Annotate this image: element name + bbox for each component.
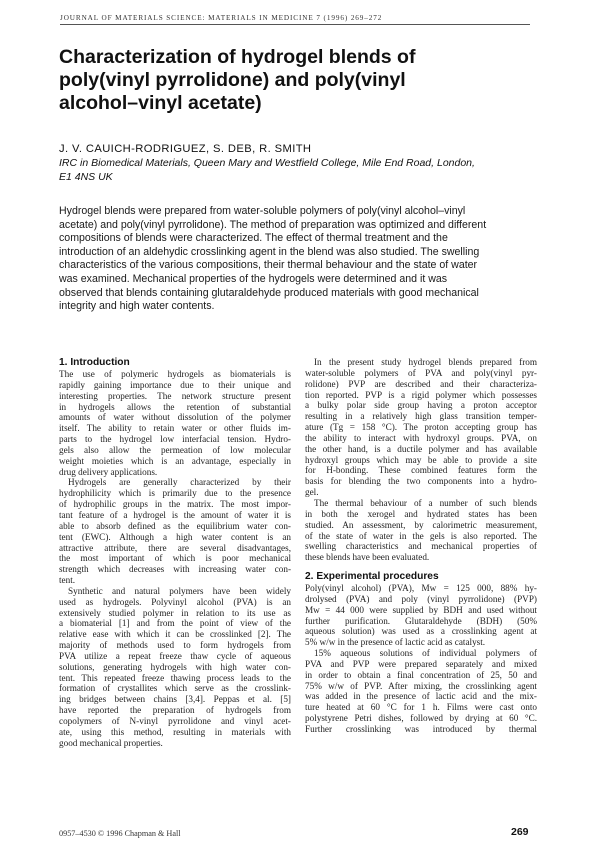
author-list: J. V. CAUICH-RODRIGUEZ, S. DEB, R. SMITH	[59, 143, 312, 155]
text-line: drolysed (PVA) and poly (vinyl pyrrolidone) (PVP)	[305, 593, 537, 604]
intro-paragraph-3	[59, 586, 291, 749]
intro-paragraph-5	[305, 498, 537, 563]
text-line: resulting in a relatively high glass transition temper-	[305, 411, 537, 422]
text-line: weight moieties which is an advantage, especially in	[59, 455, 291, 466]
text-line: In the present study hydrogel blends prepared from	[314, 357, 537, 367]
text-line: good mechanical properties.	[59, 737, 163, 748]
text-line: in order to obtain a final concentration of 25, 50 and	[305, 669, 537, 680]
text-line: tent. This repeated freeze thawing process leads to the	[59, 672, 291, 683]
text-line: polystyrene Petri dishes, followed by drying at 60 °C.	[305, 713, 537, 724]
text-line: Mw = 44 000 were supplied by BDH and used without	[305, 604, 537, 615]
text-line: rolidone) PVP are described and their characteriza-	[305, 378, 537, 389]
text-line: Further crosslinking was introduced by thermal	[305, 724, 537, 734]
text-line: studied. An assessment, by calorimetric measurement,	[305, 519, 537, 530]
text-line: tent (EWC). Although a high water content is an	[59, 531, 291, 542]
text-line: a biomaterial [1] and from the point of view of the	[59, 618, 291, 629]
abstract-line: observed that blends containing glutaraldehyde produced materials with good mechanical	[59, 286, 479, 299]
text-line: swelling characteristics and mechanical properties of	[305, 541, 537, 552]
text-line: have reported the preparation of hydrogels from	[59, 705, 291, 716]
text-line: Synthetic and natural polymers have been widely	[68, 585, 291, 596]
section-heading-experimental: 2. Experimental procedures	[305, 571, 439, 583]
section-heading-introduction: 1. Introduction	[59, 357, 130, 368]
title-line: alcohol–vinyl acetate)	[59, 92, 262, 114]
text-line: hydroxyl groups which may be able to provide a site	[305, 454, 537, 465]
text-line: Poly(vinyl alcohol) (PVA), Mw = 125 000, 88% hy-	[305, 583, 537, 594]
journal-running-header: JOURNAL OF MATERIALS SCIENCE: MATERIALS IN MEDICINE 7 (1996) 269–272	[60, 14, 383, 22]
text-line: basis for blending the two components into a hydro-	[305, 476, 537, 487]
affiliation-line: IRC in Biomedical Materials, Queen Mary and Westfield College, Mile End Road, London,	[59, 157, 475, 169]
abstract	[59, 205, 535, 314]
text-line: itself. The ability to retain water or other fluids im-	[59, 423, 291, 434]
text-line: PVA utilize a repeat freeze thaw cycle of aqueous	[59, 650, 291, 661]
abstract-line: acetate) and poly(vinyl pyrrolidone). The method of preparation was optimized and different	[59, 218, 487, 231]
text-line: in hydrogels allows the retention of substantial	[59, 401, 291, 412]
author-affiliation	[59, 157, 529, 184]
text-line: the other hand, is a ductile polymer and has available	[305, 443, 537, 454]
copyright-footer: 0957–4530 © 1996 Chapman & Hall	[59, 829, 181, 838]
page-number: 269	[511, 826, 529, 838]
text-line: aqueous solution) was used as a crosslinking agent at	[305, 626, 537, 637]
text-line: gels also allow the permeation of low molecular	[59, 444, 291, 455]
text-line: the most important of which is poor mechanical	[59, 553, 291, 564]
text-line: rapidly gaining importance due to their unique and	[59, 379, 291, 390]
text-line: was added in the presence of lactic acid and the mix-	[305, 691, 537, 702]
text-line: ate, using this method, resulting in materials with	[59, 726, 291, 737]
text-line: parts to the hydrogel low interfacial tension. Hydro-	[59, 434, 291, 445]
experimental-paragraph-1	[305, 583, 537, 648]
article-title	[59, 46, 519, 115]
text-line: extensively studied polymer in relation to its use as	[59, 607, 291, 618]
left-column	[59, 357, 291, 749]
text-line: further purification. Glutaraldehyde (BDH) (50%	[305, 615, 537, 626]
text-line: The thermal behaviour of a number of such blends	[314, 497, 537, 508]
text-line: a bulky polar side group having a proton acceptor	[305, 400, 537, 411]
text-line: 5% w/w in the presence of lactic acid as catalyst.	[305, 637, 486, 648]
abstract-line: compositions of blends were characterized. The effect of thermal treatment and the	[59, 232, 448, 245]
title-line: poly(vinyl pyrrolidone) and poly(vinyl	[59, 69, 406, 91]
text-line: gel.	[305, 487, 319, 498]
text-line: of the state of water in the gels is also reported. The	[305, 530, 537, 541]
section-gap	[305, 563, 537, 571]
affiliation-line: E1 4NS UK	[59, 170, 113, 183]
text-line: drug delivery applications.	[59, 466, 158, 477]
text-line: 75% w/w of PVP. After mixing, the crosslinking agent	[305, 680, 537, 691]
abstract-line: characteristics of the various compositions, their thermal behaviour and the state of water	[59, 259, 478, 272]
title-line: Characterization of hydrogel blends of	[59, 46, 416, 68]
intro-paragraph-1	[59, 369, 291, 477]
text-line: hydrophilicity which is primarily due to the presence	[59, 488, 291, 499]
text-line: used as hydrogels. Polyvinyl alcohol (PVA) is an	[59, 596, 291, 607]
abstract-line: was examined. Mechanical properties of the hydrogels were determined and it was	[59, 272, 448, 285]
text-line: Hydrogels are generally characterized by their	[68, 477, 291, 488]
text-line: ture heated at 60 °C for 1 h. Films were cast onto	[305, 702, 537, 713]
text-line: relative ease with which it can be crosslinked [2]. The	[59, 629, 291, 640]
text-line: water-soluble polymers of PVA and poly(vinyl pyr-	[305, 367, 537, 378]
abstract-line: integrity and high water contents.	[59, 300, 215, 313]
abstract-line: introduction of an aldehydic crosslinking agent in the blend was also studied. The swelling	[59, 245, 480, 258]
intro-paragraph-2	[59, 477, 291, 585]
text-line: 15% aqueous solutions of individual polymers of	[314, 648, 537, 659]
text-line: of hydrophilic groups in the matrix. The most impor-	[59, 499, 291, 510]
text-line: PVA and PVP were prepared separately and mixed	[305, 658, 537, 669]
text-line: ing bridges between chains [3,4]. Peppas et al. [5]	[59, 694, 291, 705]
text-line: formation of crystallites which serve as the crosslink-	[59, 683, 291, 694]
text-line: amounts of water without dissolution of the polymer	[59, 412, 291, 423]
text-line: The use of polymeric hydrogels as biomaterials is	[59, 369, 291, 379]
text-line: for H-bonding. These combined features form the	[305, 465, 537, 476]
intro-paragraph-4	[305, 357, 537, 498]
header-rule	[60, 24, 530, 25]
right-column	[305, 357, 537, 735]
text-line: tent.	[59, 575, 76, 586]
text-line: attractive attribute, there are several disadvantages,	[59, 542, 291, 553]
text-line: able to absorb defined as the equilibrium water con-	[59, 520, 291, 531]
text-line: tion reported. PVP is a rigid polymer which possesses	[305, 389, 537, 400]
text-line: in both the xerogel and hydrated states has been	[305, 508, 537, 519]
text-line: tant feature of a hydrogel is the amount of water it is	[59, 509, 291, 520]
experimental-paragraph-2	[305, 648, 537, 735]
text-line: the ability to interact with hydroxyl groups. PVA, on	[305, 432, 537, 443]
text-line: ature (Tg = 158 °C). The proton accepting group has	[305, 422, 537, 433]
text-line: majority of methods used to form hydrogels from	[59, 640, 291, 651]
text-line: interesting properties. The network structure present	[59, 390, 291, 401]
text-line: strength which decreases with increasing water con-	[59, 564, 291, 575]
abstract-line: Hydrogel blends were prepared from water-soluble polymers of poly(vinyl alcohol–vinyl	[59, 205, 466, 217]
text-line: these blends have been evaluated.	[305, 552, 430, 563]
text-line: copolymers of N-vinyl pyrrolidone and vinyl acet-	[59, 716, 291, 726]
text-line: solutions, generating hydrogels with high water con-	[59, 661, 291, 672]
